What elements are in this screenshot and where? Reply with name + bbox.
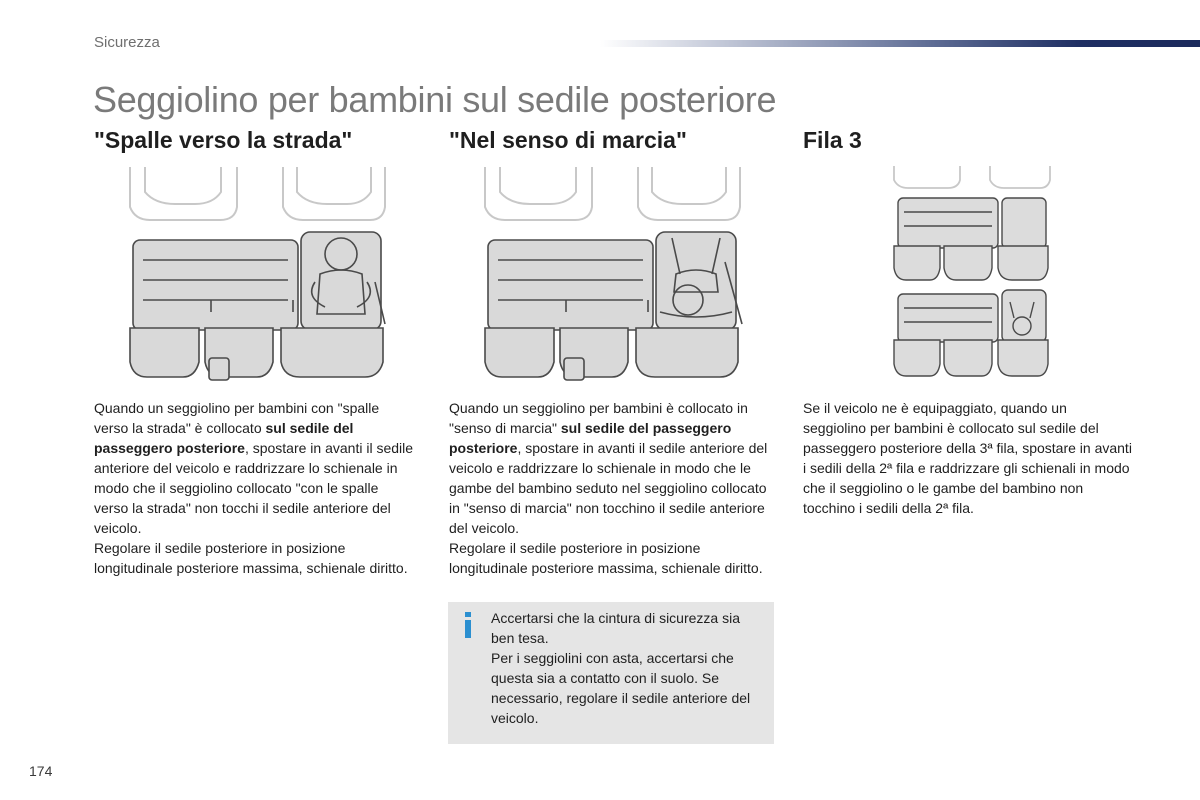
page-title: Seggiolino per bambini sul sedile posteriore [93,79,777,120]
header-gradient-bar [600,40,1200,47]
rear-facing-text [94,398,416,578]
forward-facing-text [449,398,775,578]
rear-facing-paragraph-2: Regolare il sedile posteriore in posizione longitudinale posteriore massima, schienale diritto. [94,540,408,576]
page-number: 174 [29,763,53,779]
info-icon [461,612,475,638]
heading-rear-facing: "Spalle verso la strada" [94,127,353,153]
row-3-paragraph-1: Se il veicolo ne è equipaggiato, quando un seggiolino per bambini è collocato sul sedile del passeggero posteriore della 3ª fila, spostare in avanti i sedili della 2ª fila e raddrizzare gli schienali in modo che il seggiolino o le gambe del bambino non tocchino i sedili della 2ª fila. [803,400,1132,516]
info-line-2: Per i seggiolini con asta, accertarsi che questa sia a contatto con il suolo. Se necessario, regolare il sedile anteriore del veicolo. [491,650,751,726]
forward-facing-paragraph-1: Quando un seggiolino per bambini è collocato in "senso di marcia" sul sedile del passeggero posteriore, spostare in avanti il sedile anteriore del veicolo e raddrizzare lo schienale in modo che le gambe del bambino seduto nel seggiolino collocato in "senso di marcia" non tocchino il sedile anteriore del veicolo. [449,400,768,536]
rear-facing-paragraph-1: Quando un seggiolino per bambini con "spalle verso la strada" è collocato sul sedile del passeggero posteriore, spostare in avanti il sedile anteriore del veicolo e raddrizzare lo schienale in modo che il seggiolino collocato "con le spalle verso la strada" non tocchi il sedile anteriore del veicolo. [94,400,414,536]
heading-forward-facing: "Nel senso di marcia" [449,127,687,153]
section-label: Sicurezza [94,34,160,51]
info-box [448,602,774,744]
forward-facing-paragraph-2: Regolare il sedile posteriore in posizione longitudinale posteriore massima, schienale diritto. [449,540,763,576]
info-text [491,608,761,728]
forward-facing-seat-illustration [480,162,750,387]
third-row-seat-illustration [890,162,1055,387]
row-3-text [803,398,1133,518]
heading-row-3: Fila 3 [803,127,862,153]
rear-facing-seat-illustration [125,162,395,387]
info-line-1: Accertarsi che la cintura di sicurezza sia ben tesa. [491,610,740,646]
